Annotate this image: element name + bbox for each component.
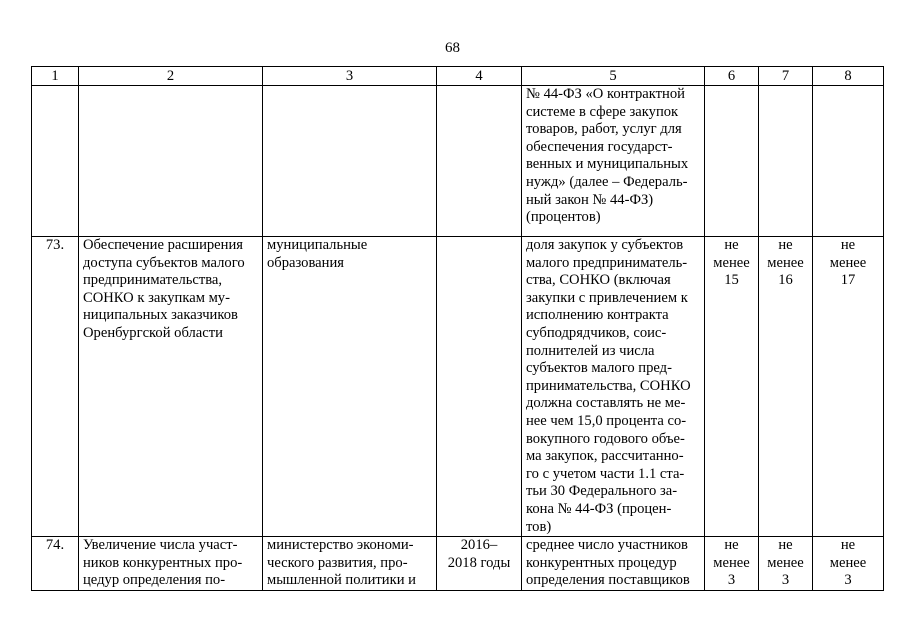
cell-line: менее bbox=[829, 254, 867, 271]
cell-line: мышленной политики и bbox=[267, 572, 416, 589]
cell-line: Оренбургской области bbox=[83, 324, 223, 341]
value-cell-2018 bbox=[813, 537, 884, 591]
cell-line: не bbox=[840, 537, 856, 554]
value-cell-2016 bbox=[705, 537, 759, 591]
cell-line: должна составлять не ме- bbox=[526, 395, 686, 412]
measure-cell bbox=[79, 86, 263, 237]
value-cell-2018 bbox=[813, 237, 884, 537]
row-number: 74. bbox=[32, 537, 79, 591]
cell-line: цедур определения по- bbox=[83, 572, 226, 589]
cell-line: вокупного годового объе- bbox=[526, 430, 685, 447]
table-row bbox=[32, 537, 884, 591]
cell-line: системе в сфере закупок bbox=[526, 103, 679, 120]
cell-line: ников конкурентных про- bbox=[83, 554, 243, 571]
responsible-cell bbox=[263, 537, 437, 591]
value-cell-2018 bbox=[813, 86, 884, 237]
value-cell-2017 bbox=[759, 237, 813, 537]
cell-line: среднее число участников bbox=[526, 537, 688, 554]
cell-line: менее bbox=[713, 254, 750, 271]
cell-line: нее чем 15,0 процента со- bbox=[526, 412, 687, 429]
cell-line: № 44-ФЗ «О контрактной bbox=[526, 86, 685, 102]
cell-line: не bbox=[840, 237, 856, 253]
cell-line: муниципальные bbox=[267, 237, 368, 253]
row-number bbox=[32, 86, 79, 237]
cell-line: министерство экономи- bbox=[267, 537, 414, 554]
cell-line: малого предприниматель- bbox=[526, 254, 688, 271]
cell-line: венных и муниципальных bbox=[526, 156, 689, 173]
column-header: 5 bbox=[522, 67, 705, 86]
cell-line: доля закупок у субъектов bbox=[526, 237, 684, 253]
cell-line: ческого развития, про- bbox=[267, 554, 408, 571]
cell-line: предпринимательства, bbox=[83, 272, 223, 289]
indicator-cell bbox=[522, 86, 705, 237]
cell-line: менее bbox=[767, 554, 804, 571]
cell-line: 17 bbox=[840, 272, 856, 289]
cell-line: СОНКО к закупкам му- bbox=[83, 289, 230, 306]
cell-line: не bbox=[724, 237, 739, 253]
period-cell bbox=[437, 86, 522, 237]
cell-line: не bbox=[724, 537, 739, 554]
cell-line: тьи 30 Федерального за- bbox=[526, 483, 678, 500]
column-header: 7 bbox=[759, 67, 813, 86]
column-header: 3 bbox=[263, 67, 437, 86]
indicator-cell bbox=[522, 537, 705, 591]
cell-line: 15 bbox=[724, 272, 739, 289]
cell-line: 2016– bbox=[460, 537, 498, 554]
cell-line: полнителей из числа bbox=[526, 342, 655, 359]
indicator-cell bbox=[522, 237, 705, 537]
cell-line: кона № 44-ФЗ (процен- bbox=[526, 500, 672, 517]
cell-line: конкурентных процедур bbox=[526, 554, 677, 571]
cell-line: закупки с привлечением к bbox=[526, 289, 688, 306]
responsible-cell bbox=[263, 237, 437, 537]
cell-line: ный закон № 44-ФЗ) bbox=[526, 191, 654, 208]
column-header: 1 bbox=[32, 67, 79, 86]
period-cell bbox=[437, 537, 522, 591]
row-number: 73. bbox=[32, 237, 79, 537]
cell-line: принимательства, СОНКО bbox=[526, 377, 691, 394]
column-header: 6 bbox=[705, 67, 759, 86]
cell-line: доступа субъектов малого bbox=[83, 254, 245, 271]
responsible-cell bbox=[263, 86, 437, 237]
cell-line: 3 bbox=[781, 572, 790, 589]
table-row bbox=[32, 237, 884, 537]
cell-line: товаров, работ, услуг для bbox=[526, 121, 682, 138]
cell-line: 16 bbox=[778, 272, 793, 289]
column-header: 2 bbox=[79, 67, 263, 86]
cell-line: образования bbox=[267, 254, 344, 271]
cell-line: ниципальных заказчиков bbox=[83, 307, 238, 324]
table-header-row bbox=[32, 67, 884, 86]
cell-line: определения поставщиков bbox=[526, 572, 690, 589]
cell-line: Обеспечение расширения bbox=[83, 237, 243, 253]
cell-line: Увеличение числа участ- bbox=[83, 537, 238, 554]
value-cell-2016 bbox=[705, 86, 759, 237]
value-cell-2017 bbox=[759, 86, 813, 237]
cell-line: менее bbox=[713, 554, 750, 571]
cell-line: не bbox=[778, 537, 793, 554]
cell-line: обеспечения государст- bbox=[526, 138, 673, 155]
cell-line: нужд» (далее – Федераль- bbox=[526, 173, 688, 190]
cell-line: субподрядчиков, соис- bbox=[526, 324, 667, 341]
column-header: 8 bbox=[813, 67, 884, 86]
document-table bbox=[31, 66, 884, 591]
value-cell-2017 bbox=[759, 537, 813, 591]
table-row bbox=[32, 86, 884, 237]
cell-line: менее bbox=[829, 554, 867, 571]
cell-line: го с учетом части 1.1 ста- bbox=[526, 465, 685, 482]
cell-line: 3 bbox=[727, 572, 736, 589]
cell-line: 2018 годы bbox=[447, 554, 511, 571]
page-number: 68 bbox=[445, 40, 460, 56]
cell-line: субъектов малого пред- bbox=[526, 360, 672, 377]
cell-line: менее bbox=[767, 254, 804, 271]
cell-line: (процентов) bbox=[526, 209, 601, 226]
measure-cell bbox=[79, 237, 263, 537]
cell-line: не bbox=[778, 237, 793, 253]
measure-cell bbox=[79, 537, 263, 591]
value-cell-2016 bbox=[705, 237, 759, 537]
column-header: 4 bbox=[437, 67, 522, 86]
period-cell bbox=[437, 237, 522, 537]
cell-line: 3 bbox=[844, 572, 852, 589]
cell-line: ма закупок, рассчитанно- bbox=[526, 448, 684, 465]
cell-line: тов) bbox=[526, 518, 552, 535]
cell-line: ства, СОНКО (включая bbox=[526, 272, 671, 289]
cell-line: исполнению контракта bbox=[526, 307, 669, 324]
